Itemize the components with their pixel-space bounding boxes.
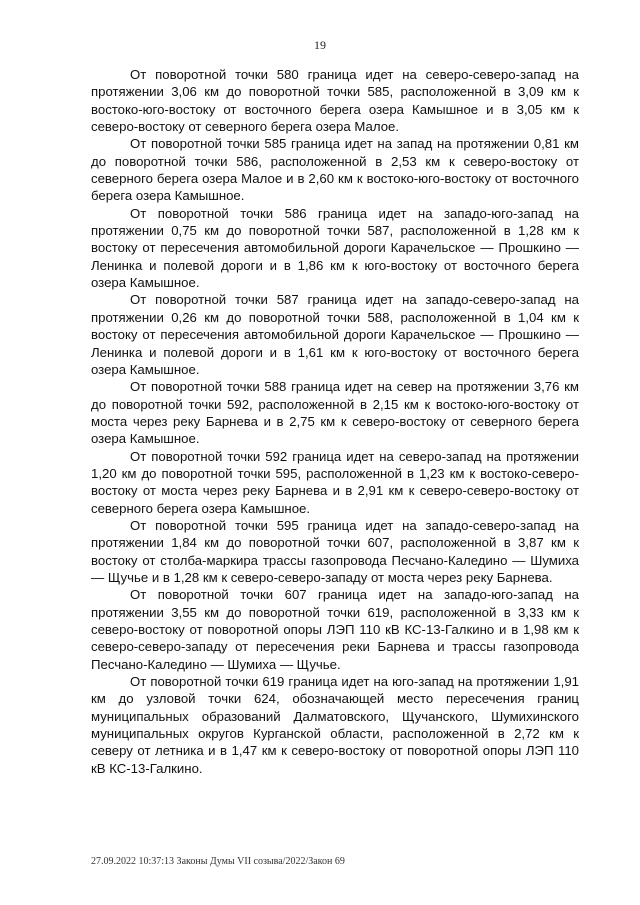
document-body [91, 66, 579, 777]
paragraph: От поворотной точки 619 граница идет на юго-запад на протяжении 1,91 км до узловой точки 624, обозначающей место пересечения границ муниципальных образований Далматовского, Щучанского, Шумихинского муниципальных округов Курганской области, расположенной в 2,72 км к северу от летника и в 1,47 км к северо-востоку от поворотной опоры ЛЭП 110 кВ КС-13-Галкино. [91, 674, 579, 776]
paragraph: От поворотной точки 592 граница идет на северо-запад на протяжении 1,20 км до поворотной точки 595, расположенной в 1,23 км к востоко-северо-востоку от моста через реку Барнева и в 2,91 км к северо-северо-востоку от северного берега озера Камышное. [91, 448, 579, 516]
paragraph: От поворотной точки 588 граница идет на север на протяжении 3,76 км до поворотной точки 592, расположенной в 2,15 км к востоко-юго-востоку от моста через реку Барнева и в 2,75 км к северо-востоку от северного берега озера Камышное. [91, 379, 579, 447]
paragraph: От поворотной точки 607 граница идет на западо-юго-запад на протяжении 3,55 км до поворотной точки 619, расположенной в 3,33 км к северо-востоку от поворотной опоры ЛЭП 110 кВ КС-13-Галкино и в 1,98 км к северо-северо-западу от пересечения реки Барнева и трассы газопровода Песчано-Каледино — Шумиха — Щучье. [91, 587, 579, 672]
paragraph: От поворотной точки 595 граница идет на западо-северо-запад на протяжении 1,84 км до поворотной точки 607, расположенной в 3,87 км к востоку от столба-маркира трассы газопровода Песчано-Каледино — Шумиха — Щучье и в 1,28 км к северо-северо-западу от моста через реку Барнева. [91, 517, 579, 585]
page-number: 19 [314, 38, 326, 52]
paragraph: От поворотной точки 586 граница идет на западо-юго-запад на протяжении 0,75 км до поворотной точки 587, расположенной в 1,28 км к востоку от пересечения автомобильной дороги Карачельское — Прошкино — Ленинка и полевой дороги и в 1,86 км к юго-востоку от восточного берега озера Камышное. [91, 205, 579, 291]
paragraph: От поворотной точки 580 граница идет на северо-северо-запад на протяжении 3,06 км до поворотной точки 585, расположенной в 3,09 км к востоко-юго-востоку от восточного берега озера Камышное и в 3,05 км к северо-востоку от северного берега озера Малое. [91, 67, 579, 135]
paragraph: От поворотной точки 587 граница идет на западо-северо-запад на протяжении 0,26 км до поворотной точки 588, расположенной в 1,04 км к востоку от пересечения автомобильной дороги Карачельское — Прошкино — Ленинка и полевой дороги и в 1,61 км к юго-востоку от восточного берега озера Камышное. [91, 292, 579, 377]
document-footer: 27.09.2022 10:37:13 Законы Думы VII созыва/2022/Закон 69 [91, 856, 345, 867]
paragraph: От поворотной точки 585 граница идет на запад на протяжении 0,81 км до поворотной точки 586, расположенной в 2,53 км к северо-востоку от северного берега озера Малое и в 2,60 км к востоко-юго-востоку от восточного берега озера Камышное. [91, 136, 579, 204]
